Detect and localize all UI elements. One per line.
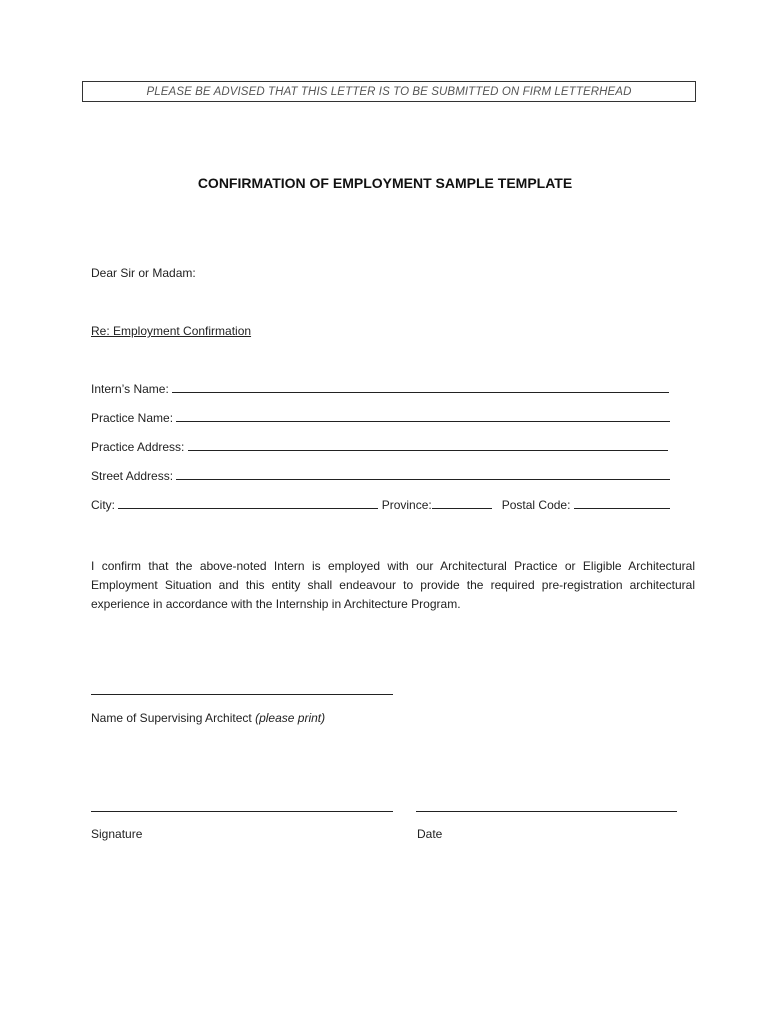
supervisor-name-line[interactable]	[91, 694, 393, 695]
street-address-label: Street Address:	[91, 469, 174, 483]
paragraph-line: I confirm that the above-noted Intern is employed with our Architectural Practice or Eligible Architectural	[91, 559, 695, 573]
date-line[interactable]	[416, 811, 677, 812]
field-practice-address	[91, 440, 668, 454]
date-label: Date	[417, 827, 443, 841]
practice-name-label: Practice Name:	[91, 411, 174, 425]
field-intern-name	[91, 382, 669, 396]
city-blank[interactable]	[118, 498, 378, 509]
paragraph-line: experience in accordance with the Internship in Architecture Program.	[91, 597, 461, 611]
field-city-row	[91, 498, 670, 512]
practice-address-blank[interactable]	[188, 440, 668, 451]
supervisor-label: Name of Supervising Architect	[91, 711, 252, 725]
intern-name-blank[interactable]	[172, 382, 669, 393]
city-label: City:	[91, 498, 115, 512]
signature-label: Signature	[91, 827, 143, 841]
practice-address-label: Practice Address:	[91, 440, 185, 454]
signature-line[interactable]	[91, 811, 393, 812]
postal-code-label: Postal Code:	[501, 498, 571, 512]
paragraph-line: Employment Situation and this entity shall endeavour to provide the required pre-registration architectural	[91, 578, 695, 592]
letterhead-notice	[82, 81, 696, 102]
street-address-blank[interactable]	[176, 469, 670, 480]
province-label: Province:	[381, 498, 432, 512]
confirmation-paragraph	[91, 557, 695, 614]
supervisor-caption	[91, 711, 325, 725]
field-street-address	[91, 469, 670, 483]
subject-line: Re: Employment Confirmation	[91, 324, 252, 338]
postal-code-blank[interactable]	[574, 498, 670, 509]
document-title: CONFIRMATION OF EMPLOYMENT SAMPLE TEMPLATE	[197, 175, 573, 191]
letterhead-notice-text: PLEASE BE ADVISED THAT THIS LETTER IS TO BE SUBMITTED ON FIRM LETTERHEAD	[146, 85, 632, 98]
province-blank[interactable]	[432, 498, 492, 509]
salutation: Dear Sir or Madam:	[91, 266, 196, 280]
supervisor-note: (please print)	[255, 711, 326, 725]
practice-name-blank[interactable]	[176, 411, 670, 422]
field-practice-name	[91, 411, 670, 425]
intern-name-label: Intern’s Name:	[91, 382, 169, 396]
